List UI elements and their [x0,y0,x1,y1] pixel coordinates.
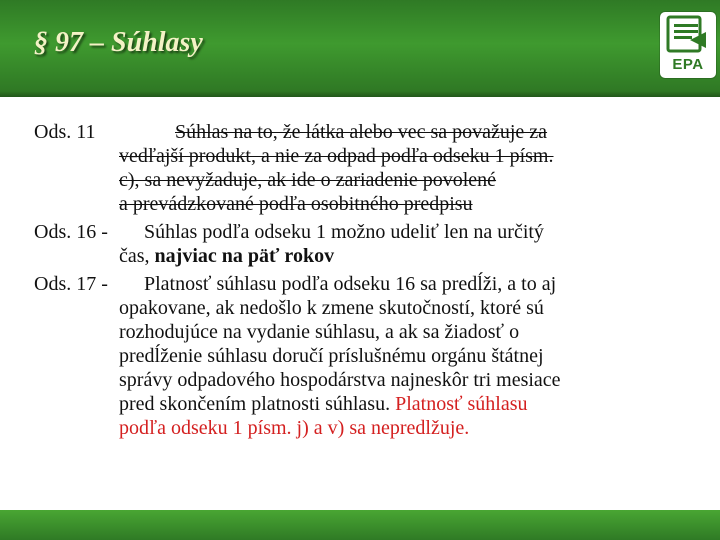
text-segment: čas, [119,245,155,267]
text-line: predĺženie súhlasu doručí príslušnému orgánu štátnej [119,345,544,367]
text-line: c), sa nevyžaduje, ak ide o zariadenie povolené [119,169,497,191]
text-line: rozhodujúce na vydanie súhlasu, a ak sa žiadosť o [119,321,520,343]
text-line: Súhlas podľa odseku 1 možno udeliť len na určitý [144,221,544,243]
paragraph-label: Ods. 17 - [34,273,108,295]
text-line: Platnosť súhlasu podľa odseku 16 sa predĺži, a to aj [144,273,557,295]
text-line: Súhlas na to, že látka alebo vec sa považuje za [175,121,548,143]
text-segment: pred skončením platnosti súhlasu. [119,393,396,415]
paragraph-label: Ods. 16 - [34,221,108,243]
content-area [34,120,674,444]
paragraph-ods-11 [34,120,674,216]
text-line: vedľajší produkt, a nie za odpad podľa odseku 1 písm. [119,145,554,167]
epa-logo [660,12,716,78]
logo-label: EPA [672,56,704,73]
text-line: správy odpadového hospodárstva najneskôr tri mesiace [119,369,561,391]
highlighted-text: Platnosť súhlasu [395,393,528,415]
text-line [119,392,674,416]
text-line: opakovane, ak nedošlo k zmene skutočností, ktoré sú [119,297,544,319]
header-bar [0,0,720,97]
text-line [119,244,674,268]
footer-bar [0,510,720,540]
slide-title: § 97 – Súhlasy [34,27,203,58]
paragraph-ods-16 [34,220,674,268]
bold-text: najviac na päť rokov [154,245,335,267]
highlighted-text: podľa odseku 1 písm. j) a v) sa nepredlžuje. [119,417,470,439]
text-line: a prevádzkované podľa osobitného predpisu [119,193,473,215]
paragraph-label: Ods. 11 [34,121,96,143]
paragraph-ods-17 [34,272,674,440]
